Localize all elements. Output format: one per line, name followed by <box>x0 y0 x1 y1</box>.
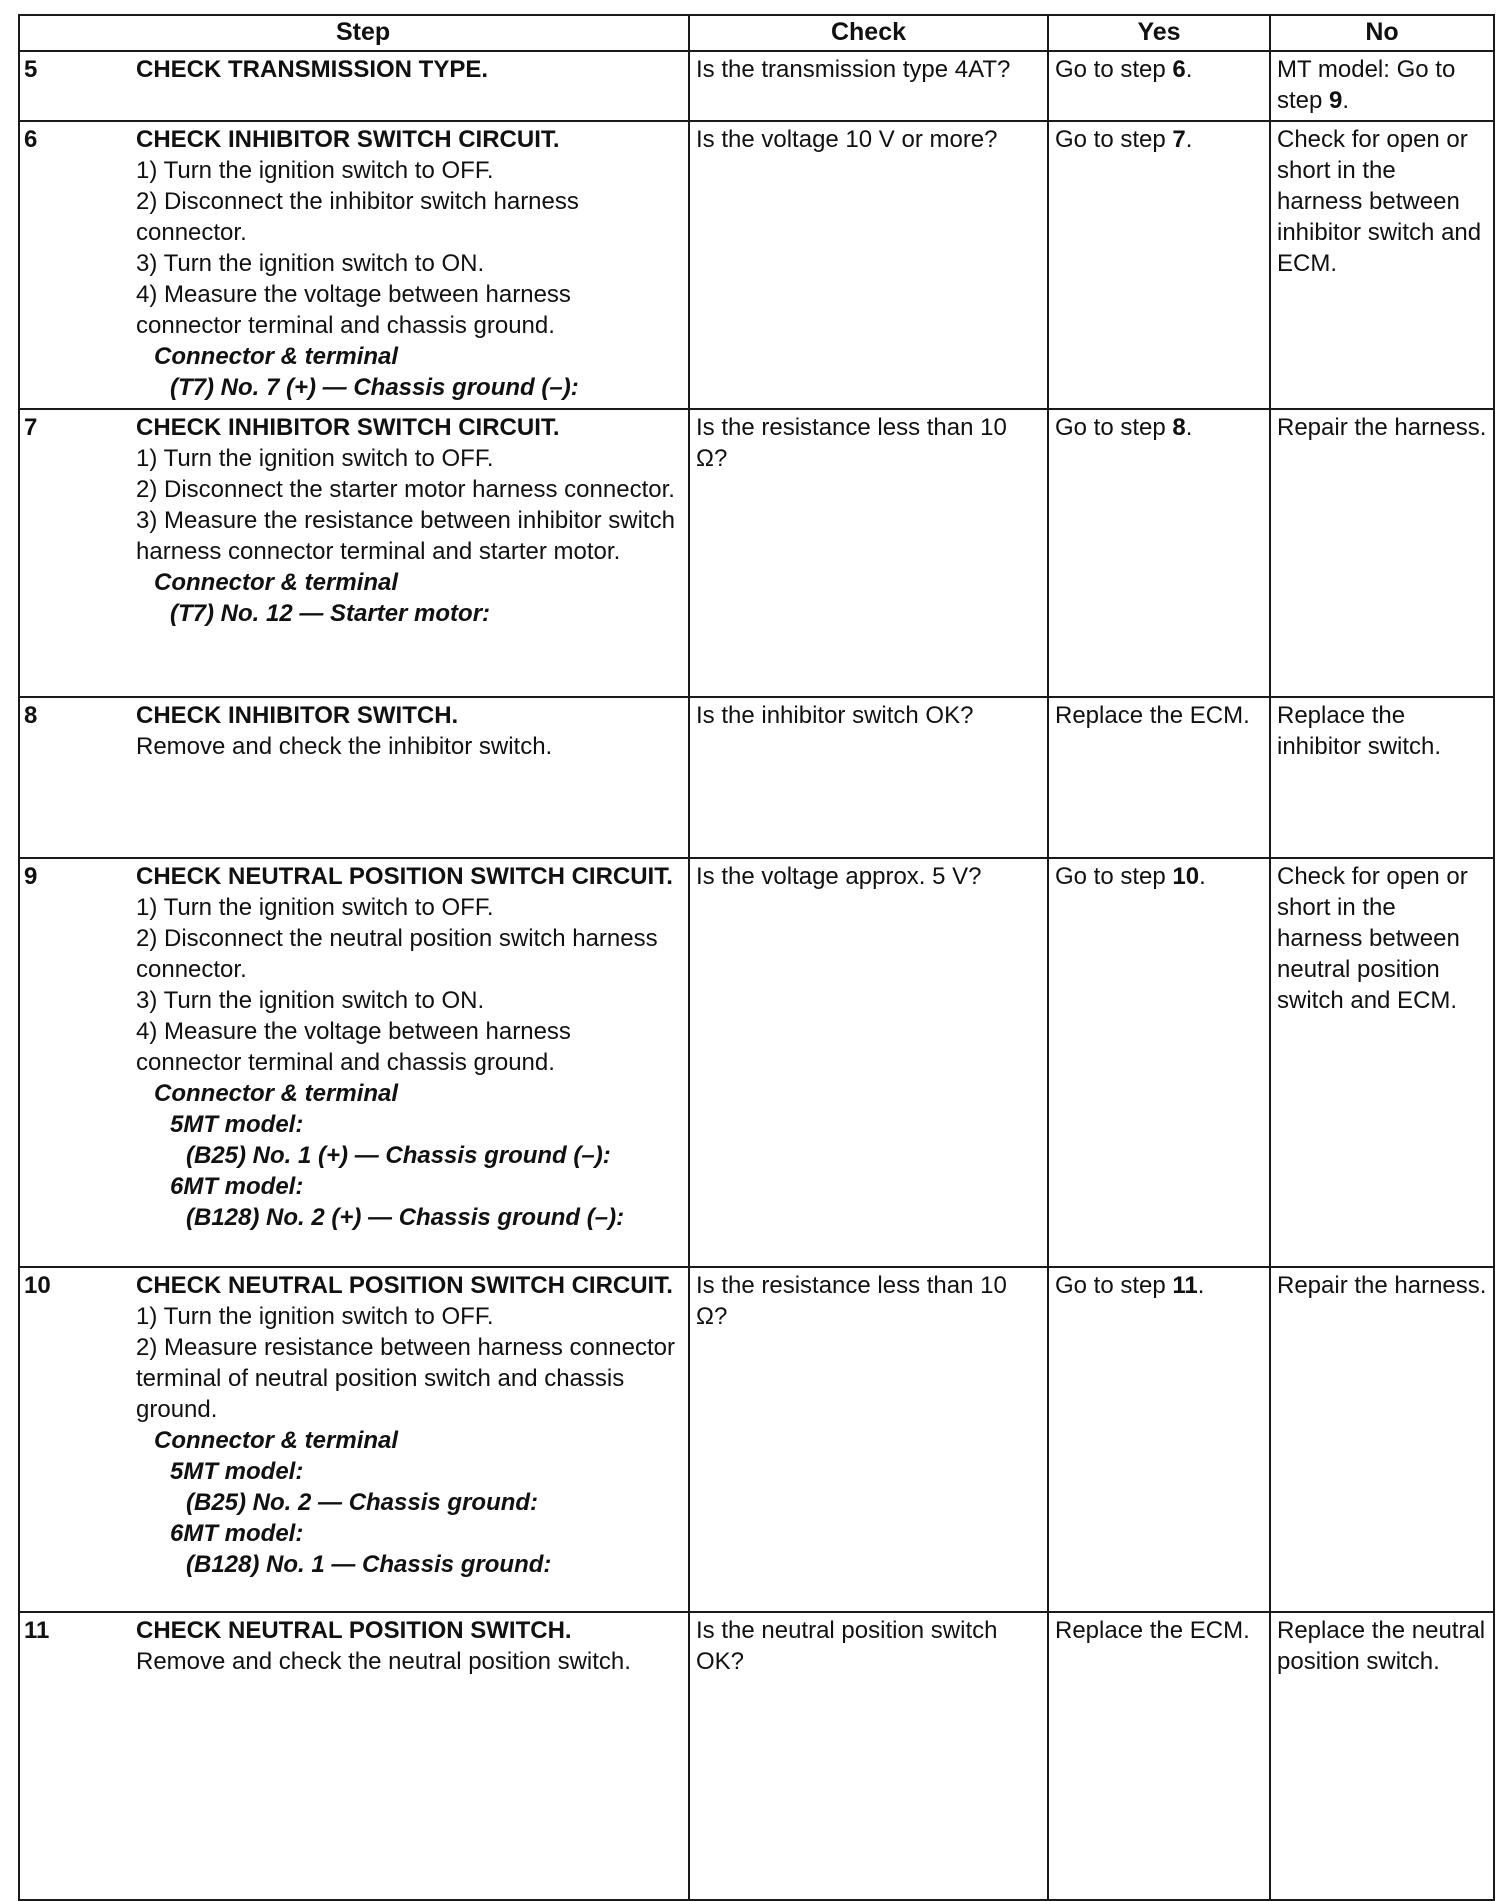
step-title: CHECK NEUTRAL POSITION SWITCH CIRCUIT. <box>136 1272 673 1299</box>
yes-step-ref: 6 <box>1172 56 1186 83</box>
step-title: CHECK INHIBITOR SWITCH CIRCUIT. <box>136 126 560 153</box>
step-description <box>136 858 689 1267</box>
connector-heading: Connector & terminal <box>154 569 399 596</box>
instruction-line: 3) Turn the ignition switch to ON. <box>136 250 485 277</box>
connector-heading: Connector & terminal <box>154 1427 399 1454</box>
table-row <box>19 858 1494 1267</box>
model-label: 5MT model: <box>170 1458 304 1485</box>
step-description <box>136 51 689 121</box>
yes-action: Replace the ECM. <box>1048 697 1270 858</box>
instruction-line: 4) Measure the voltage between harness connector terminal and chassis ground. <box>136 281 571 339</box>
yes-action <box>1048 858 1270 1267</box>
yes-text: Go to step <box>1055 863 1173 890</box>
connector-terminal: (B128) No. 1 — Chassis ground: <box>186 1551 552 1578</box>
step-title: CHECK INHIBITOR SWITCH. <box>136 702 459 729</box>
header-no: No <box>1270 15 1494 51</box>
step-description <box>136 697 689 858</box>
yes-step-ref: 8 <box>1172 414 1186 441</box>
connector-terminal: (B128) No. 2 (+) — Chassis ground (–): <box>186 1204 625 1231</box>
no-period: . <box>1342 87 1350 114</box>
step-number: 11 <box>19 1612 136 1900</box>
yes-action <box>1048 409 1270 697</box>
table-row <box>19 409 1494 697</box>
step-number: 10 <box>19 1267 136 1612</box>
header-step-number <box>19 15 136 51</box>
step-description <box>136 121 689 409</box>
instruction-line: 3) Measure the resistance between inhibitor switch harness connector terminal and starter motor. <box>136 507 675 565</box>
connector-terminal: (T7) No. 7 (+) — Chassis ground (–): <box>170 374 579 401</box>
model-label: 6MT model: <box>170 1173 304 1200</box>
check-question: Is the inhibitor switch OK? <box>689 697 1048 858</box>
connector-heading: Connector & terminal <box>154 1080 399 1107</box>
yes-text: Go to step <box>1055 1272 1173 1299</box>
yes-period: . <box>1185 56 1193 83</box>
header-step: Step <box>136 15 689 51</box>
step-title: CHECK NEUTRAL POSITION SWITCH CIRCUIT. <box>136 863 673 890</box>
check-question: Is the neutral position switch OK? <box>689 1612 1048 1900</box>
yes-step-ref: 7 <box>1172 126 1186 153</box>
check-question: Is the resistance less than 10 Ω? <box>689 409 1048 697</box>
no-action: Check for open or short in the harness between inhibitor switch and ECM. <box>1270 121 1494 409</box>
no-action: Replace the inhibitor switch. <box>1270 697 1494 858</box>
yes-period: . <box>1185 414 1193 441</box>
instruction-line: 2) Measure resistance between harness connector terminal of neutral position switch and chassis ground. <box>136 1334 675 1423</box>
no-action: Replace the neutral position switch. <box>1270 1612 1494 1900</box>
table-row <box>19 51 1494 121</box>
header-yes: Yes <box>1048 15 1270 51</box>
instruction-line: 2) Disconnect the inhibitor switch harness connector. <box>136 188 579 246</box>
step-title: CHECK NEUTRAL POSITION SWITCH. <box>136 1617 572 1644</box>
no-action: Check for open or short in the harness between neutral position switch and ECM. <box>1270 858 1494 1267</box>
yes-text: Go to step <box>1055 56 1173 83</box>
yes-action <box>1048 121 1270 409</box>
connector-terminal: (B25) No. 2 — Chassis ground: <box>186 1489 539 1516</box>
step-number: 6 <box>19 121 136 409</box>
yes-action <box>1048 1267 1270 1612</box>
header-check: Check <box>689 15 1048 51</box>
no-action: Repair the harness. <box>1270 409 1494 697</box>
instruction-line: 1) Turn the ignition switch to OFF. <box>136 157 494 184</box>
no-action: Repair the harness. <box>1270 1267 1494 1612</box>
model-label: 5MT model: <box>170 1111 304 1138</box>
yes-period: . <box>1199 863 1206 890</box>
header-row <box>19 15 1494 51</box>
instruction-line: 1) Turn the ignition switch to OFF. <box>136 1303 494 1330</box>
yes-step-ref: 11 <box>1172 1272 1198 1299</box>
step-number: 7 <box>19 409 136 697</box>
step-title: CHECK INHIBITOR SWITCH CIRCUIT. <box>136 414 560 441</box>
yes-action: Replace the ECM. <box>1048 1612 1270 1900</box>
no-step-ref: 9 <box>1329 87 1343 114</box>
no-text: MT model: Go to step <box>1277 56 1456 114</box>
table-row <box>19 697 1494 858</box>
step-description <box>136 1267 689 1612</box>
yes-step-ref: 10 <box>1172 863 1200 890</box>
instruction-line: 4) Measure the voltage between harness connector terminal and chassis ground. <box>136 1018 571 1076</box>
no-action <box>1270 51 1494 121</box>
check-question: Is the voltage approx. 5 V? <box>689 858 1048 1267</box>
yes-text: Go to step <box>1055 126 1173 153</box>
check-question: Is the voltage 10 V or more? <box>689 121 1048 409</box>
table-row <box>19 1612 1494 1900</box>
diagnostic-procedure-table <box>18 14 1495 1901</box>
step-title: CHECK TRANSMISSION TYPE. <box>136 56 489 83</box>
yes-period: . <box>1185 126 1193 153</box>
instruction-line: 2) Disconnect the neutral position switch harness connector. <box>136 925 658 983</box>
instruction-line: Remove and check the neutral position switch. <box>136 1648 631 1675</box>
yes-text: Go to step <box>1055 414 1173 441</box>
connector-terminal: (B25) No. 1 (+) — Chassis ground (–): <box>186 1142 611 1169</box>
instruction-line: 2) Disconnect the starter motor harness connector. <box>136 476 675 503</box>
step-description <box>136 1612 689 1900</box>
yes-action <box>1048 51 1270 121</box>
yes-period: . <box>1197 1272 1205 1299</box>
instruction-line: 3) Turn the ignition switch to ON. <box>136 987 485 1014</box>
instruction-line: 1) Turn the ignition switch to OFF. <box>136 894 494 921</box>
step-number: 8 <box>19 697 136 858</box>
model-label: 6MT model: <box>170 1520 304 1547</box>
table-row <box>19 121 1494 409</box>
check-question: Is the resistance less than 10 Ω? <box>689 1267 1048 1612</box>
instruction-line: Remove and check the inhibitor switch. <box>136 733 553 760</box>
check-question: Is the transmission type 4AT? <box>689 51 1048 121</box>
step-description <box>136 409 689 697</box>
step-number: 9 <box>19 858 136 1267</box>
instruction-line: 1) Turn the ignition switch to OFF. <box>136 445 494 472</box>
connector-heading: Connector & terminal <box>154 343 399 370</box>
connector-terminal: (T7) No. 12 — Starter motor: <box>170 600 491 627</box>
table-row <box>19 1267 1494 1612</box>
step-number: 5 <box>19 51 136 121</box>
